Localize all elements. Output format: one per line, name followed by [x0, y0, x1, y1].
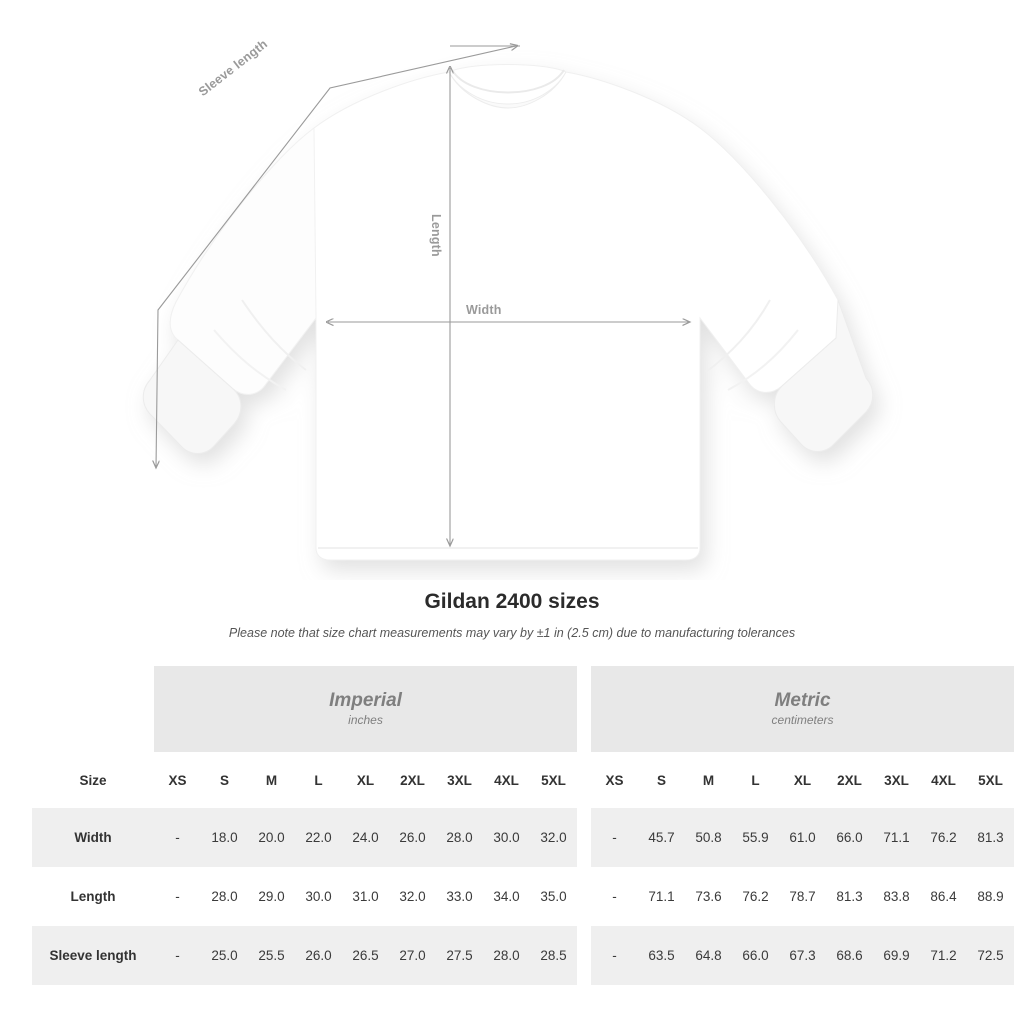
- cell-width-imperial-5xl: 32.0: [530, 808, 577, 867]
- cell-length-imperial-l: 30.0: [295, 867, 342, 926]
- cell-sleeve-metric-xs: -: [591, 926, 638, 985]
- unit-header-spacer: [32, 666, 154, 752]
- size-chart-table: [32, 666, 1014, 985]
- size-metric-3xl: 3XL: [873, 752, 920, 808]
- tolerance-note: Please note that size chart measurements may vary by ±1 in (2.5 cm) due to manufacturing tolerances: [228, 626, 796, 640]
- cell-length-metric-m: 73.6: [685, 867, 732, 926]
- unit-metric-sub: centimeters: [771, 713, 834, 728]
- cell-sleeve-imperial-3xl: 27.5: [436, 926, 483, 985]
- cell-sleeve-imperial-l: 26.0: [295, 926, 342, 985]
- unit-header-row: [32, 666, 1014, 752]
- cell-sleeve-metric-5xl: 72.5: [967, 926, 1014, 985]
- cell-width-metric-l: 55.9: [732, 808, 779, 867]
- cell-sleeve-metric-xl: 67.3: [779, 926, 826, 985]
- size-metric-4xl: 4XL: [920, 752, 967, 808]
- page-title: Gildan 2400 sizes: [424, 590, 600, 613]
- unit-metric-name: Metric: [774, 689, 831, 711]
- column-separator: [577, 926, 591, 985]
- unit-header-metric: [591, 666, 1014, 752]
- table-row: [32, 808, 1014, 867]
- cell-sleeve-imperial-2xl: 27.0: [389, 926, 436, 985]
- size-metric-xl: XL: [779, 752, 826, 808]
- cell-width-metric-xl: 61.0: [779, 808, 826, 867]
- cell-length-metric-xs: -: [591, 867, 638, 926]
- cell-sleeve-imperial-s: 25.0: [201, 926, 248, 985]
- cell-length-imperial-s: 28.0: [201, 867, 248, 926]
- row-label-sleeve-length: Sleeve length: [32, 926, 154, 985]
- cell-sleeve-metric-l: 66.0: [732, 926, 779, 985]
- size-metric-2xl: 2XL: [826, 752, 873, 808]
- cell-sleeve-imperial-5xl: 28.5: [530, 926, 577, 985]
- cell-length-metric-2xl: 81.3: [826, 867, 873, 926]
- cell-width-imperial-l: 22.0: [295, 808, 342, 867]
- length-label: Length: [429, 214, 443, 257]
- cell-length-metric-l: 76.2: [732, 867, 779, 926]
- cell-width-metric-3xl: 71.1: [873, 808, 920, 867]
- cell-width-metric-m: 50.8: [685, 808, 732, 867]
- cell-length-metric-xl: 78.7: [779, 867, 826, 926]
- table-row: [32, 926, 1014, 985]
- cell-length-imperial-3xl: 33.0: [436, 867, 483, 926]
- cell-length-metric-4xl: 86.4: [920, 867, 967, 926]
- row-header-size: Size: [32, 752, 154, 808]
- cell-sleeve-imperial-xs: -: [154, 926, 201, 985]
- size-metric-s: S: [638, 752, 685, 808]
- cell-width-metric-xs: -: [591, 808, 638, 867]
- unit-imperial-name: Imperial: [329, 689, 402, 711]
- cell-width-metric-4xl: 76.2: [920, 808, 967, 867]
- cell-sleeve-metric-m: 64.8: [685, 926, 732, 985]
- cell-length-imperial-m: 29.0: [248, 867, 295, 926]
- cell-sleeve-imperial-4xl: 28.0: [483, 926, 530, 985]
- cell-sleeve-metric-3xl: 69.9: [873, 926, 920, 985]
- sleeve-length-label: Sleeve length: [196, 36, 271, 100]
- cell-width-metric-s: 45.7: [638, 808, 685, 867]
- size-imperial-4xl: 4XL: [483, 752, 530, 808]
- unit-header-imperial: [154, 666, 577, 752]
- table-row: [32, 867, 1014, 926]
- cell-width-imperial-3xl: 28.0: [436, 808, 483, 867]
- cell-width-imperial-xl: 24.0: [342, 808, 389, 867]
- cell-length-imperial-xs: -: [154, 867, 201, 926]
- cell-width-metric-2xl: 66.0: [826, 808, 873, 867]
- cell-length-imperial-5xl: 35.0: [530, 867, 577, 926]
- size-imperial-5xl: 5XL: [530, 752, 577, 808]
- cell-width-metric-5xl: 81.3: [967, 808, 1014, 867]
- cell-length-metric-s: 71.1: [638, 867, 685, 926]
- column-separator: [577, 752, 591, 808]
- size-metric-5xl: 5XL: [967, 752, 1014, 808]
- row-label-length: Length: [32, 867, 154, 926]
- cell-width-imperial-m: 20.0: [248, 808, 295, 867]
- size-imperial-xl: XL: [342, 752, 389, 808]
- cell-length-metric-3xl: 83.8: [873, 867, 920, 926]
- row-label-width: Width: [32, 808, 154, 867]
- cell-length-imperial-4xl: 34.0: [483, 867, 530, 926]
- size-metric-xs: XS: [591, 752, 638, 808]
- cell-width-imperial-4xl: 30.0: [483, 808, 530, 867]
- cell-sleeve-imperial-xl: 26.5: [342, 926, 389, 985]
- cell-length-imperial-xl: 31.0: [342, 867, 389, 926]
- title-block: [0, 590, 1024, 640]
- size-chart-table-wrapper: [32, 666, 1004, 985]
- cell-length-metric-5xl: 88.9: [967, 867, 1014, 926]
- cell-sleeve-metric-4xl: 71.2: [920, 926, 967, 985]
- size-metric-l: L: [732, 752, 779, 808]
- size-imperial-l: L: [295, 752, 342, 808]
- cell-width-imperial-xs: -: [154, 808, 201, 867]
- size-imperial-s: S: [201, 752, 248, 808]
- size-imperial-xs: XS: [154, 752, 201, 808]
- size-imperial-2xl: 2XL: [389, 752, 436, 808]
- size-header-row: [32, 752, 1014, 808]
- unit-header-gap: [577, 666, 591, 752]
- cell-sleeve-metric-2xl: 68.6: [826, 926, 873, 985]
- size-metric-m: M: [685, 752, 732, 808]
- unit-imperial-sub: inches: [348, 713, 383, 728]
- size-imperial-m: M: [248, 752, 295, 808]
- cell-width-imperial-s: 18.0: [201, 808, 248, 867]
- cell-width-imperial-2xl: 26.0: [389, 808, 436, 867]
- cell-sleeve-metric-s: 63.5: [638, 926, 685, 985]
- size-imperial-3xl: 3XL: [436, 752, 483, 808]
- cell-sleeve-imperial-m: 25.5: [248, 926, 295, 985]
- column-separator: [577, 808, 591, 867]
- cell-length-imperial-2xl: 32.0: [389, 867, 436, 926]
- width-label: Width: [466, 303, 502, 317]
- column-separator: [577, 867, 591, 926]
